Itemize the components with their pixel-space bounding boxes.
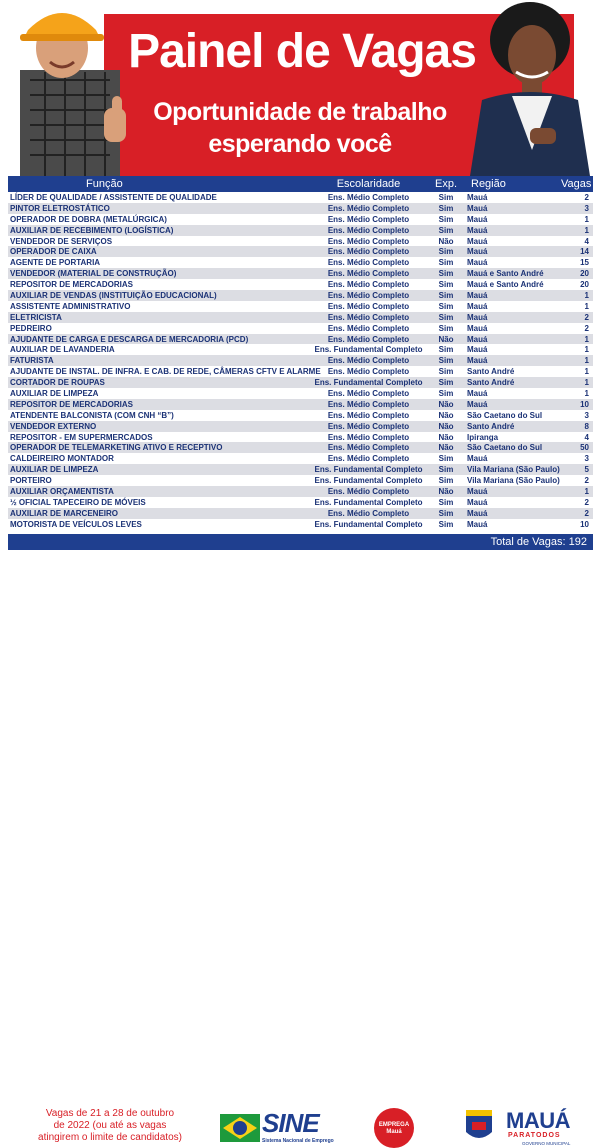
- cell-exp: Não: [438, 486, 454, 496]
- table-row: [8, 312, 593, 323]
- cell-escolaridade: Ens. Médio Completo: [327, 334, 410, 344]
- cell-funcao: VENDEDOR EXTERNO: [10, 421, 97, 431]
- cell-vagas: 2: [584, 476, 589, 486]
- table-row: [8, 355, 593, 366]
- cell-vagas: 15: [580, 258, 589, 268]
- cell-funcao: PEDREIRO: [10, 323, 52, 333]
- cell-escolaridade: Ens. Fundamental Completo: [314, 476, 423, 486]
- cell-exp: Não: [438, 399, 454, 409]
- cell-escolaridade: Ens. Médio Completo: [327, 410, 410, 420]
- cell-regiao: São Caetano do Sul: [467, 443, 543, 453]
- table-row: [8, 410, 593, 421]
- cell-vagas: 2: [584, 497, 589, 507]
- table-body: [8, 192, 593, 530]
- cell-regiao: Mauá: [467, 323, 488, 333]
- table-row: [8, 323, 593, 334]
- column-header-vagas: Vagas: [561, 178, 592, 190]
- cell-regiao: Mauá: [467, 334, 488, 344]
- cell-funcao: ATENDENTE BALCONISTA (COM CNH “B”): [10, 410, 174, 420]
- vacancy-dates: [20, 1108, 200, 1144]
- cell-funcao: AJUDANTE DE INSTAL. DE INFRA. E CAB. DE REDE, CÂMERAS CFTV E ALARME: [10, 367, 321, 377]
- cell-escolaridade: Ens. Médio Completo: [327, 367, 410, 377]
- cell-escolaridade: Ens. Médio Completo: [327, 508, 410, 518]
- cell-exp: Sim: [438, 465, 454, 475]
- cell-exp: Não: [438, 334, 454, 344]
- cell-exp: Não: [438, 443, 454, 453]
- table-row: [8, 399, 593, 410]
- construction-worker-photo: [0, 0, 140, 176]
- cell-funcao: PORTEIRO: [10, 476, 52, 486]
- table-row: [8, 279, 593, 290]
- table-row: [8, 475, 593, 486]
- table-row: [8, 192, 593, 203]
- cell-funcao: AUXILIAR DE LAVANDERIA: [10, 345, 115, 355]
- table-row: [8, 301, 593, 312]
- cell-vagas: 3: [584, 203, 589, 213]
- cell-exp: Sim: [438, 356, 454, 366]
- cell-regiao: Mauá: [467, 203, 488, 213]
- cell-escolaridade: Ens. Médio Completo: [327, 301, 410, 311]
- cell-exp: Sim: [438, 508, 454, 518]
- cell-funcao: LÍDER DE QUALIDADE / ASSISTENTE DE QUALIDADE: [10, 192, 217, 202]
- cell-vagas: 1: [584, 301, 589, 311]
- dates-line-3: atingirem o limite de candidatos): [38, 1132, 182, 1143]
- cell-exp: Não: [438, 432, 454, 442]
- cell-exp: Sim: [438, 388, 454, 398]
- cell-funcao: AUXILIAR ORÇAMENTISTA: [10, 486, 114, 496]
- cell-escolaridade: Ens. Médio Completo: [327, 290, 410, 300]
- table-row: [8, 225, 593, 236]
- cell-exp: Sim: [438, 367, 454, 377]
- cell-vagas: 2: [584, 192, 589, 202]
- cell-regiao: Mauá e Santo André: [467, 269, 544, 279]
- table-row: [8, 334, 593, 345]
- cell-escolaridade: Ens. Médio Completo: [327, 236, 410, 246]
- table-row: [8, 508, 593, 519]
- cell-funcao: OPERADOR DE CAIXA: [10, 247, 97, 257]
- cell-vagas: 3: [584, 410, 589, 420]
- cell-exp: Sim: [438, 378, 454, 388]
- cell-funcao: AUXILIAR DE VENDAS (INSTITUIÇÃO EDUCACIONAL): [10, 290, 217, 300]
- cell-vagas: 1: [584, 486, 589, 496]
- table-row: [8, 214, 593, 225]
- businesswoman-photo: [460, 0, 600, 176]
- cell-regiao: Mauá: [467, 290, 488, 300]
- emprega-line-2: Mauá: [386, 1129, 402, 1135]
- cell-escolaridade: Ens. Médio Completo: [327, 323, 410, 333]
- column-header-exp: Exp.: [434, 178, 457, 190]
- cell-escolaridade: Ens. Médio Completo: [327, 225, 410, 235]
- column-header-regiao: Região: [471, 178, 506, 190]
- cell-exp: Sim: [438, 301, 454, 311]
- table-row: [8, 268, 593, 279]
- table-row: [8, 366, 593, 377]
- cell-exp: Sim: [438, 258, 454, 268]
- column-header-funcao: Função: [86, 178, 123, 190]
- table-row: [8, 257, 593, 268]
- cell-regiao: Mauá: [467, 214, 488, 224]
- cell-funcao: REPOSITOR DE MERCADORIAS: [10, 280, 133, 290]
- cell-vagas: 1: [584, 225, 589, 235]
- cell-vagas: 1: [584, 378, 589, 388]
- cell-regiao: Mauá: [467, 486, 488, 496]
- brazil-flag-icon: [220, 1108, 260, 1148]
- cell-funcao: AGENTE DE PORTARIA: [10, 258, 101, 268]
- table-row: [8, 203, 593, 214]
- cell-vagas: 2: [584, 508, 589, 518]
- cell-exp: Não: [438, 421, 454, 431]
- cell-exp: Sim: [438, 203, 454, 213]
- cell-escolaridade: Ens. Fundamental Completo: [314, 345, 423, 355]
- maua-government-label: GOVERNO MUNICIPAL: [522, 1141, 571, 1146]
- cell-escolaridade: Ens. Médio Completo: [327, 258, 410, 268]
- cell-regiao: Mauá: [467, 225, 488, 235]
- dates-line-1: Vagas de 21 a 28 de outubro: [45, 1108, 175, 1119]
- maua-slogan: PARATODOS: [508, 1132, 561, 1139]
- cell-exp: Não: [438, 410, 454, 420]
- cell-vagas: 20: [580, 280, 589, 290]
- cell-exp: Sim: [438, 312, 454, 322]
- cell-funcao: ASSISTENTE ADMINISTRATIVO: [10, 301, 131, 311]
- dates-line-2: de 2022 (ou até as vagas: [53, 1120, 167, 1131]
- cell-vagas: 1: [584, 345, 589, 355]
- cell-escolaridade: Ens. Fundamental Completo: [314, 497, 423, 507]
- cell-escolaridade: Ens. Médio Completo: [327, 214, 410, 224]
- cell-vagas: 2: [584, 312, 589, 322]
- header: [0, 0, 600, 176]
- table-row: [8, 290, 593, 301]
- cell-exp: Sim: [438, 497, 454, 507]
- cell-escolaridade: Ens. Fundamental Completo: [314, 519, 423, 529]
- cell-exp: Sim: [438, 290, 454, 300]
- page-subtitle: [130, 96, 470, 160]
- cell-funcao: REPOSITOR DE MERCADORIAS: [10, 399, 133, 409]
- footer: [0, 552, 600, 1146]
- subtitle-line-2: esperando você: [208, 130, 392, 158]
- cell-funcao: MOTORISTA DE VEÍCULOS LEVES: [10, 519, 142, 529]
- cell-regiao: Santo André: [467, 378, 515, 388]
- cell-regiao: Santo André: [467, 367, 515, 377]
- cell-regiao: Mauá: [467, 247, 488, 257]
- cell-escolaridade: Ens. Médio Completo: [327, 269, 410, 279]
- cell-regiao: Mauá: [467, 192, 488, 202]
- table-row: [8, 519, 593, 530]
- cell-exp: Sim: [438, 519, 454, 529]
- cell-vagas: 10: [580, 399, 589, 409]
- cell-funcao: ELETRICISTA: [10, 312, 62, 322]
- jobs-table: [8, 176, 593, 530]
- sine-subtitle: Sistema Nacional de Emprego: [262, 1138, 334, 1144]
- cell-escolaridade: Ens. Médio Completo: [327, 454, 410, 464]
- cell-escolaridade: Ens. Fundamental Completo: [314, 378, 423, 388]
- emprega-line-1: EMPREGA: [378, 1122, 410, 1128]
- cell-escolaridade: Ens. Médio Completo: [327, 247, 410, 257]
- cell-regiao: Mauá: [467, 258, 488, 268]
- cell-exp: Sim: [438, 345, 454, 355]
- cell-regiao: Mauá: [467, 497, 488, 507]
- table-row: [8, 453, 593, 464]
- total-vagas: Total de Vagas: 192: [8, 534, 593, 550]
- cell-funcao: FATURISTA: [10, 356, 54, 366]
- cell-vagas: 1: [584, 388, 589, 398]
- table-row: [8, 388, 593, 399]
- cell-funcao: VENDEDOR DE SERVIÇOS: [10, 236, 113, 246]
- table-row: [8, 246, 593, 257]
- table-header: [8, 176, 593, 192]
- cell-escolaridade: Ens. Médio Completo: [327, 486, 410, 496]
- cell-vagas: 1: [584, 334, 589, 344]
- cell-escolaridade: Ens. Médio Completo: [327, 356, 410, 366]
- cell-funcao: AJUDANTE DE CARGA E DESCARGA DE MERCADORIA (PCD): [10, 334, 249, 344]
- maua-logo-text: MAUÁ: [506, 1108, 570, 1133]
- cell-funcao: OPERADOR DE DOBRA (METALÚRGICA): [10, 214, 167, 224]
- cell-vagas: 8: [584, 421, 589, 431]
- cell-escolaridade: Ens. Médio Completo: [327, 399, 410, 409]
- cell-escolaridade: Ens. Médio Completo: [327, 443, 410, 453]
- cell-escolaridade: Ens. Médio Completo: [327, 312, 410, 322]
- cell-exp: Sim: [438, 269, 454, 279]
- table-row: [8, 421, 593, 432]
- cell-regiao: Mauá: [467, 454, 488, 464]
- table-row: [8, 344, 593, 355]
- cell-exp: Sim: [438, 225, 454, 235]
- cell-regiao: Ipiranga: [467, 432, 499, 442]
- cell-vagas: 5: [584, 465, 589, 475]
- cell-funcao: AUXILIAR DE LIMPEZA: [10, 465, 99, 475]
- cell-exp: Sim: [438, 476, 454, 486]
- sine-logo-text: SINE: [262, 1108, 319, 1138]
- cell-regiao: Mauá: [467, 356, 488, 366]
- cell-regiao: Mauá: [467, 388, 488, 398]
- cell-funcao: ½ OFICIAL TAPECEIRO DE MÓVEIS: [10, 497, 146, 507]
- page-title: Painel de Vagas: [128, 25, 476, 78]
- table-row: [8, 497, 593, 508]
- cell-funcao: CORTADOR DE ROUPAS: [10, 378, 105, 388]
- cell-regiao: Mauá: [467, 301, 488, 311]
- cell-vagas: 1: [584, 356, 589, 366]
- cell-regiao: São Caetano do Sul: [467, 410, 543, 420]
- column-header-escolaridade: Escolaridade: [336, 178, 401, 190]
- cell-regiao: Mauá: [467, 508, 488, 518]
- cell-funcao: OPERADOR DE TELEMARKETING ATIVO E RECEPTIVO: [10, 443, 223, 453]
- cell-regiao: Mauá: [467, 236, 488, 246]
- cell-regiao: Mauá: [467, 312, 488, 322]
- cell-funcao: AUXILIAR DE LIMPEZA: [10, 388, 99, 398]
- cell-regiao: Mauá: [467, 345, 488, 355]
- cell-vagas: 14: [580, 247, 589, 257]
- cell-vagas: 2: [584, 323, 589, 333]
- cell-vagas: 1: [584, 290, 589, 300]
- cell-funcao: AUXILIAR DE MARCENEIRO: [10, 508, 119, 518]
- emprega-maua-text: [374, 1122, 414, 1136]
- cell-escolaridade: Ens. Médio Completo: [327, 388, 410, 398]
- cell-vagas: 50: [580, 443, 589, 453]
- cell-exp: Sim: [438, 247, 454, 257]
- cell-regiao: Vila Mariana (São Paulo): [467, 476, 560, 486]
- cell-exp: Sim: [438, 323, 454, 333]
- cell-funcao: VENDEDOR (MATERIAL DE CONSTRUÇÃO): [10, 269, 177, 279]
- cell-funcao: PINTOR ELETROSTÁTICO: [10, 203, 110, 213]
- cell-vagas: 10: [580, 519, 589, 529]
- cell-funcao: AUXILIAR DE RECEBIMENTO (LOGÍSTICA): [10, 225, 174, 235]
- table-row: [8, 377, 593, 388]
- cell-funcao: CALDEIREIRO MONTADOR: [10, 454, 114, 464]
- cell-escolaridade: Ens. Médio Completo: [327, 432, 410, 442]
- table-row: [8, 236, 593, 247]
- cell-vagas: 4: [584, 432, 589, 442]
- cell-vagas: 20: [580, 269, 589, 279]
- maua-coat-of-arms-icon: [462, 1108, 496, 1146]
- cell-vagas: 4: [584, 236, 589, 246]
- cell-regiao: Mauá: [467, 399, 488, 409]
- cell-regiao: Mauá e Santo André: [467, 280, 544, 290]
- cell-escolaridade: Ens. Fundamental Completo: [314, 465, 423, 475]
- cell-vagas: 1: [584, 214, 589, 224]
- cell-vagas: 1: [584, 367, 589, 377]
- cell-vagas: 3: [584, 454, 589, 464]
- cell-escolaridade: Ens. Médio Completo: [327, 192, 410, 202]
- cell-escolaridade: Ens. Médio Completo: [327, 421, 410, 431]
- cell-escolaridade: Ens. Médio Completo: [327, 203, 410, 213]
- cell-escolaridade: Ens. Médio Completo: [327, 280, 410, 290]
- cell-regiao: Santo André: [467, 421, 515, 431]
- cell-exp: Sim: [438, 280, 454, 290]
- cell-funcao: REPOSITOR - EM SUPERMERCADOS: [10, 432, 153, 442]
- cell-exp: Sim: [438, 214, 454, 224]
- table-row: [8, 432, 593, 443]
- cell-regiao: Vila Mariana (São Paulo): [467, 465, 560, 475]
- cell-exp: Sim: [438, 192, 454, 202]
- cell-exp: Sim: [438, 454, 454, 464]
- subtitle-line-1: Oportunidade de trabalho: [153, 98, 447, 126]
- table-row: [8, 442, 593, 453]
- cell-exp: Não: [438, 236, 454, 246]
- table-row: [8, 486, 593, 497]
- cell-regiao: Mauá: [467, 519, 488, 529]
- table-row: [8, 464, 593, 475]
